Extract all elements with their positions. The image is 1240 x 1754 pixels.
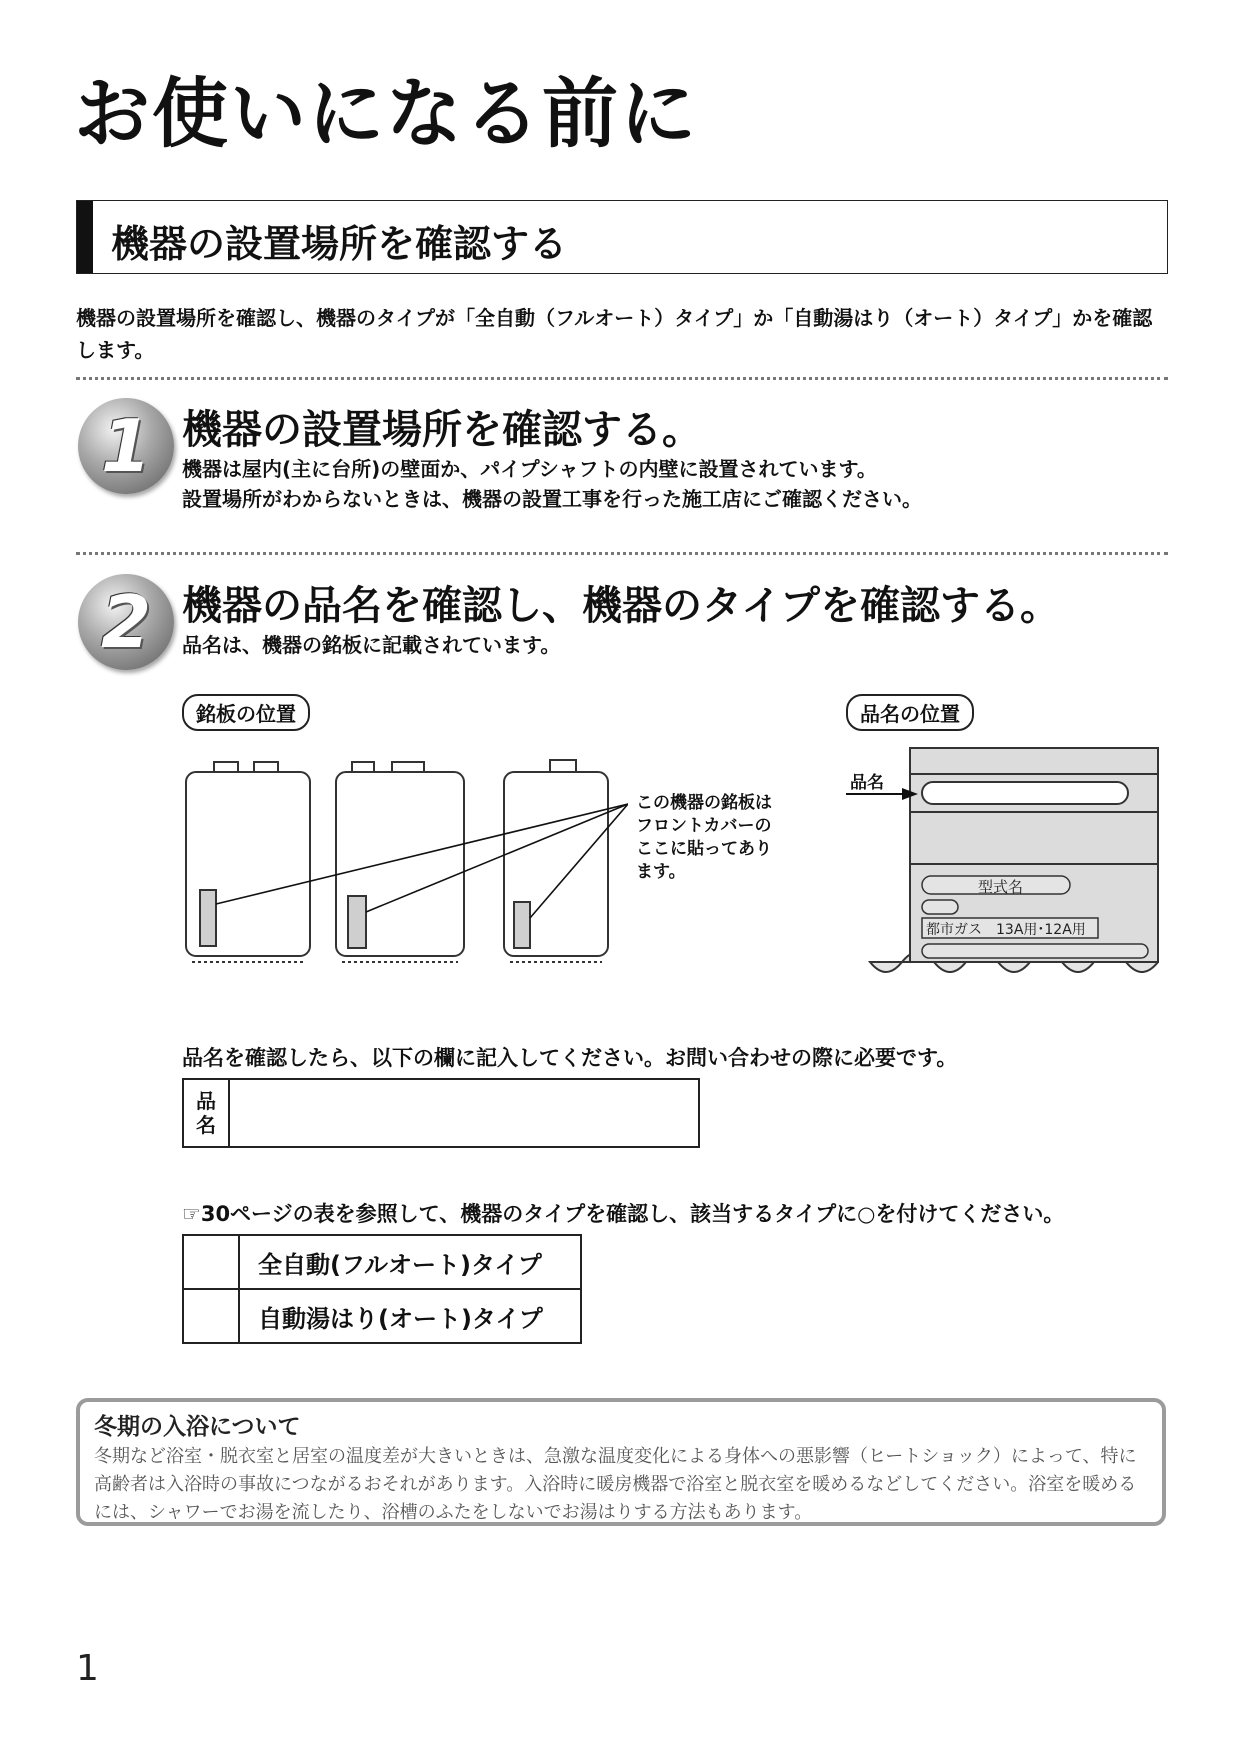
step-1-line-2: 設置場所がわからないときは、機器の設置工事を行った施工店にご確認ください。	[182, 487, 922, 511]
type-row	[183, 1289, 581, 1343]
type-reference-instruction: ☞30ページの表を参照して、機器のタイプを確認し、該当するタイプに○を付けてください。	[182, 1202, 1065, 1226]
bottom-field	[922, 944, 1148, 958]
label-char: 品	[196, 1089, 216, 1113]
section-header	[76, 200, 1168, 274]
divider-2	[76, 552, 1168, 555]
callout-line: フロントカバーの	[636, 816, 772, 836]
type-check-cell[interactable]	[183, 1289, 239, 1343]
step-1-number: 1	[100, 404, 152, 488]
callout-line: ここに貼ってあり	[636, 839, 772, 859]
heater-2-nameplate	[348, 896, 366, 948]
section-accent-bar	[77, 201, 93, 273]
intro-text: 機器の設置場所を確認し、機器のタイプが「全自動（フルオート）タイプ」か「自動湯はり（オート）タイプ」かを確認します。	[76, 306, 1153, 362]
type-name: 全自動(フルオート)タイプ	[239, 1235, 581, 1289]
note-title: 冬期の入浴について	[94, 1414, 301, 1440]
type-check-table	[182, 1234, 582, 1344]
product-name-position-label: 品名の位置	[846, 694, 974, 731]
heater-3-nameplate	[514, 902, 530, 948]
gas-type-text: 都市ガス 13A用･12A用	[926, 922, 1086, 938]
note-body: 冬期など浴室・脱衣室と居室の温度差が大きいときは、急激な温度変化による身体への悪影響（ヒートショック）によって、特に高齢者は入浴時の事故につながるおそれがあります。入浴時に暖房機器で浴室と脱衣室を暖めるなどしてください。浴室を暖めるには、シャワーでお湯を流したり、浴槽のふたをしないでお湯はりする方法もあります。	[94, 1446, 1137, 1523]
product-name-entry-label	[184, 1080, 230, 1146]
small-field	[922, 900, 958, 914]
model-name-text: 型式名	[978, 878, 1024, 896]
fill-instruction: 品名を確認したら、以下の欄に記入してください。お問い合わせの際に必要です。	[182, 1046, 958, 1070]
callout-line: この機器の銘板は	[636, 793, 772, 813]
product-name-field	[922, 782, 1128, 804]
product-name-entry-box	[182, 1078, 700, 1148]
label-char: 名	[196, 1113, 216, 1137]
step-2-number: 2	[100, 580, 152, 664]
divider-1	[76, 377, 1168, 380]
nameplate-position-label: 銘板の位置	[182, 694, 310, 731]
step-2-line-1: 品名は、機器の銘板に記載されています。	[182, 633, 561, 657]
water-heater-illustrations	[182, 752, 628, 978]
page-number: 1	[76, 1648, 99, 1689]
step-2-badge	[78, 574, 174, 670]
nameplate-closeup-illustration	[846, 746, 1166, 978]
step-2-title: 機器の品名を確認し、機器のタイプを確認する。	[182, 583, 1060, 629]
callout-line: ます。	[636, 862, 686, 882]
type-check-cell[interactable]	[183, 1235, 239, 1289]
step-1-title: 機器の設置場所を確認する。	[182, 407, 702, 453]
step-1-line-1: 機器は屋内(主に台所)の壁面か、パイプシャフトの内壁に設置されています。	[182, 457, 877, 481]
nameplate-callout	[636, 792, 772, 884]
product-name-tag: 品名	[850, 773, 884, 793]
heater-1-nameplate	[200, 890, 216, 946]
type-name: 自動湯はり(オート)タイプ	[239, 1289, 581, 1343]
product-name-entry-field[interactable]	[230, 1080, 698, 1146]
page-title: お使いになる前に	[74, 69, 698, 158]
winter-bathing-note	[76, 1398, 1166, 1526]
section-title: 機器の設置場所を確認する	[111, 222, 568, 266]
type-row	[183, 1235, 581, 1289]
step-1-badge	[78, 398, 174, 494]
